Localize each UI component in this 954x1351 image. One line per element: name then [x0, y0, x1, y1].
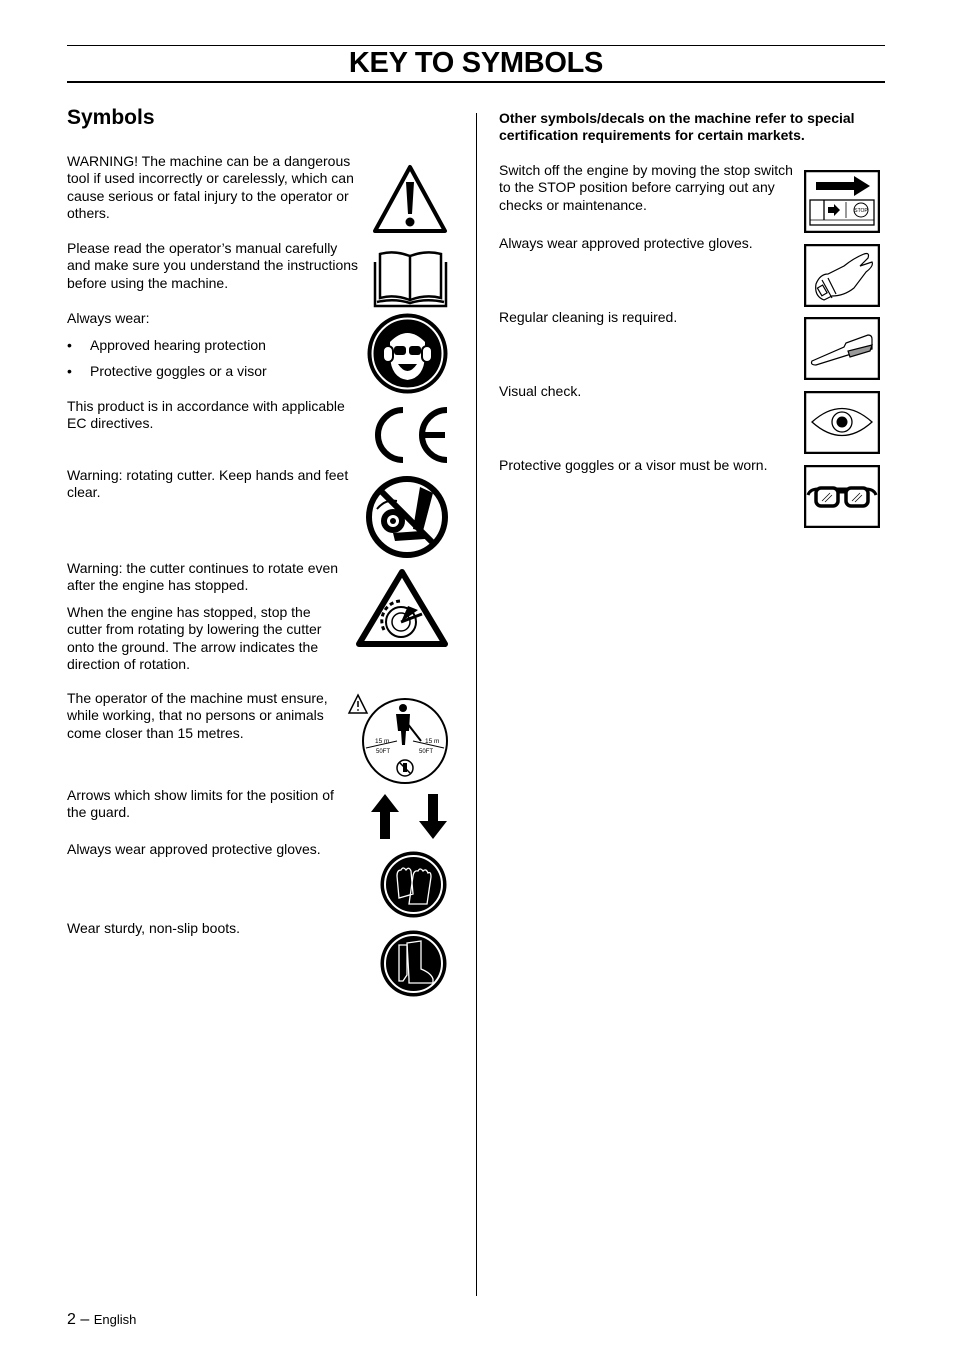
safety-distance-icon: [347, 693, 451, 785]
always-wear-text: Always wear:: [67, 310, 150, 326]
footer-language: English: [93, 1312, 137, 1327]
no-hands-feet-cutter-icon: [365, 475, 449, 559]
stop-switch-icon: [804, 170, 880, 233]
safety-distance-text: The operator of the machine must ensure, while working, that no persons or animals come closer than 15 metres.: [67, 690, 328, 741]
column-divider: [476, 113, 477, 1296]
distance-label-right: 15 m: [425, 738, 440, 745]
page-title: KEY TO SYMBOLS: [348, 47, 604, 79]
warning-triangle-icon: [372, 164, 448, 234]
warning-text: WARNING! The machine can be a dangerous tool if used incorrectly or carelessly, which can cause serious or fatal injury to the operator or others.: [67, 153, 354, 221]
cutter-rotation-warning-icon: [356, 568, 448, 648]
distance-label-left-ft: 50FT: [376, 749, 391, 755]
boots-text: Wear sturdy, non-slip boots.: [67, 920, 241, 936]
guard-limit-arrows-icon: [369, 794, 449, 839]
glove-box-text: Always wear approved protective gloves.: [499, 235, 753, 251]
bullet-hearing: • Approved hearing protection: [67, 337, 266, 353]
section-title: Symbols: [67, 106, 155, 129]
page-footer: [67, 1311, 136, 1329]
ce-text: This product is in accordance with applicable EC directives.: [67, 398, 345, 432]
rotating-cutter-text: Warning: rotating cutter. Keep hands and feet clear.: [67, 467, 349, 501]
stop-label: STOP: [854, 208, 868, 214]
eye-icon: [804, 391, 880, 454]
brush-icon: [804, 317, 880, 380]
goggles-text: Protective goggles or a visor must be worn.: [499, 457, 768, 473]
hearing-eye-protection-icon: [366, 312, 449, 395]
ce-mark-icon: [371, 405, 450, 465]
header-rule-bottom: [67, 81, 885, 83]
boots-circle-icon: [379, 929, 448, 998]
footer-separator: –: [75, 1311, 94, 1328]
guard-limit-text: Arrows which show limits for the position of the guard.: [67, 787, 334, 821]
gloves-circle-icon: [379, 850, 448, 919]
open-book-icon: [372, 248, 449, 308]
gloves-text: Always wear approved protective gloves.: [67, 841, 321, 857]
distance-label-left: 15 m: [375, 738, 390, 745]
cutter-continues-text: Warning: the cutter continues to rotate even after the engine has stopped.: [67, 560, 339, 594]
goggles-icon: [804, 465, 880, 528]
page-number: 2: [67, 1311, 76, 1328]
glove-box-icon: [804, 244, 880, 307]
cleaning-text: Regular cleaning is required.: [499, 309, 678, 325]
visual-check-text: Visual check.: [499, 383, 582, 399]
distance-label-right-ft: 50FT: [419, 749, 434, 755]
stop-switch-text: Switch off the engine by moving the stop switch to the STOP position before carrying out any checks or maintenance.: [499, 162, 793, 213]
other-symbols-intro: Other symbols/decals on the machine refer to special certification requirements for certain markets.: [499, 110, 855, 144]
bullet-goggles: • Protective goggles or a visor: [67, 363, 267, 379]
manual-text: Please read the operator’s manual carefully and make sure you understand the instructions before using the machine.: [67, 240, 359, 291]
stop-cutter-text: When the engine has stopped, stop the cutter from rotating by lowering the cutter onto the ground. The arrow indicates the direction of rotation.: [67, 604, 322, 672]
